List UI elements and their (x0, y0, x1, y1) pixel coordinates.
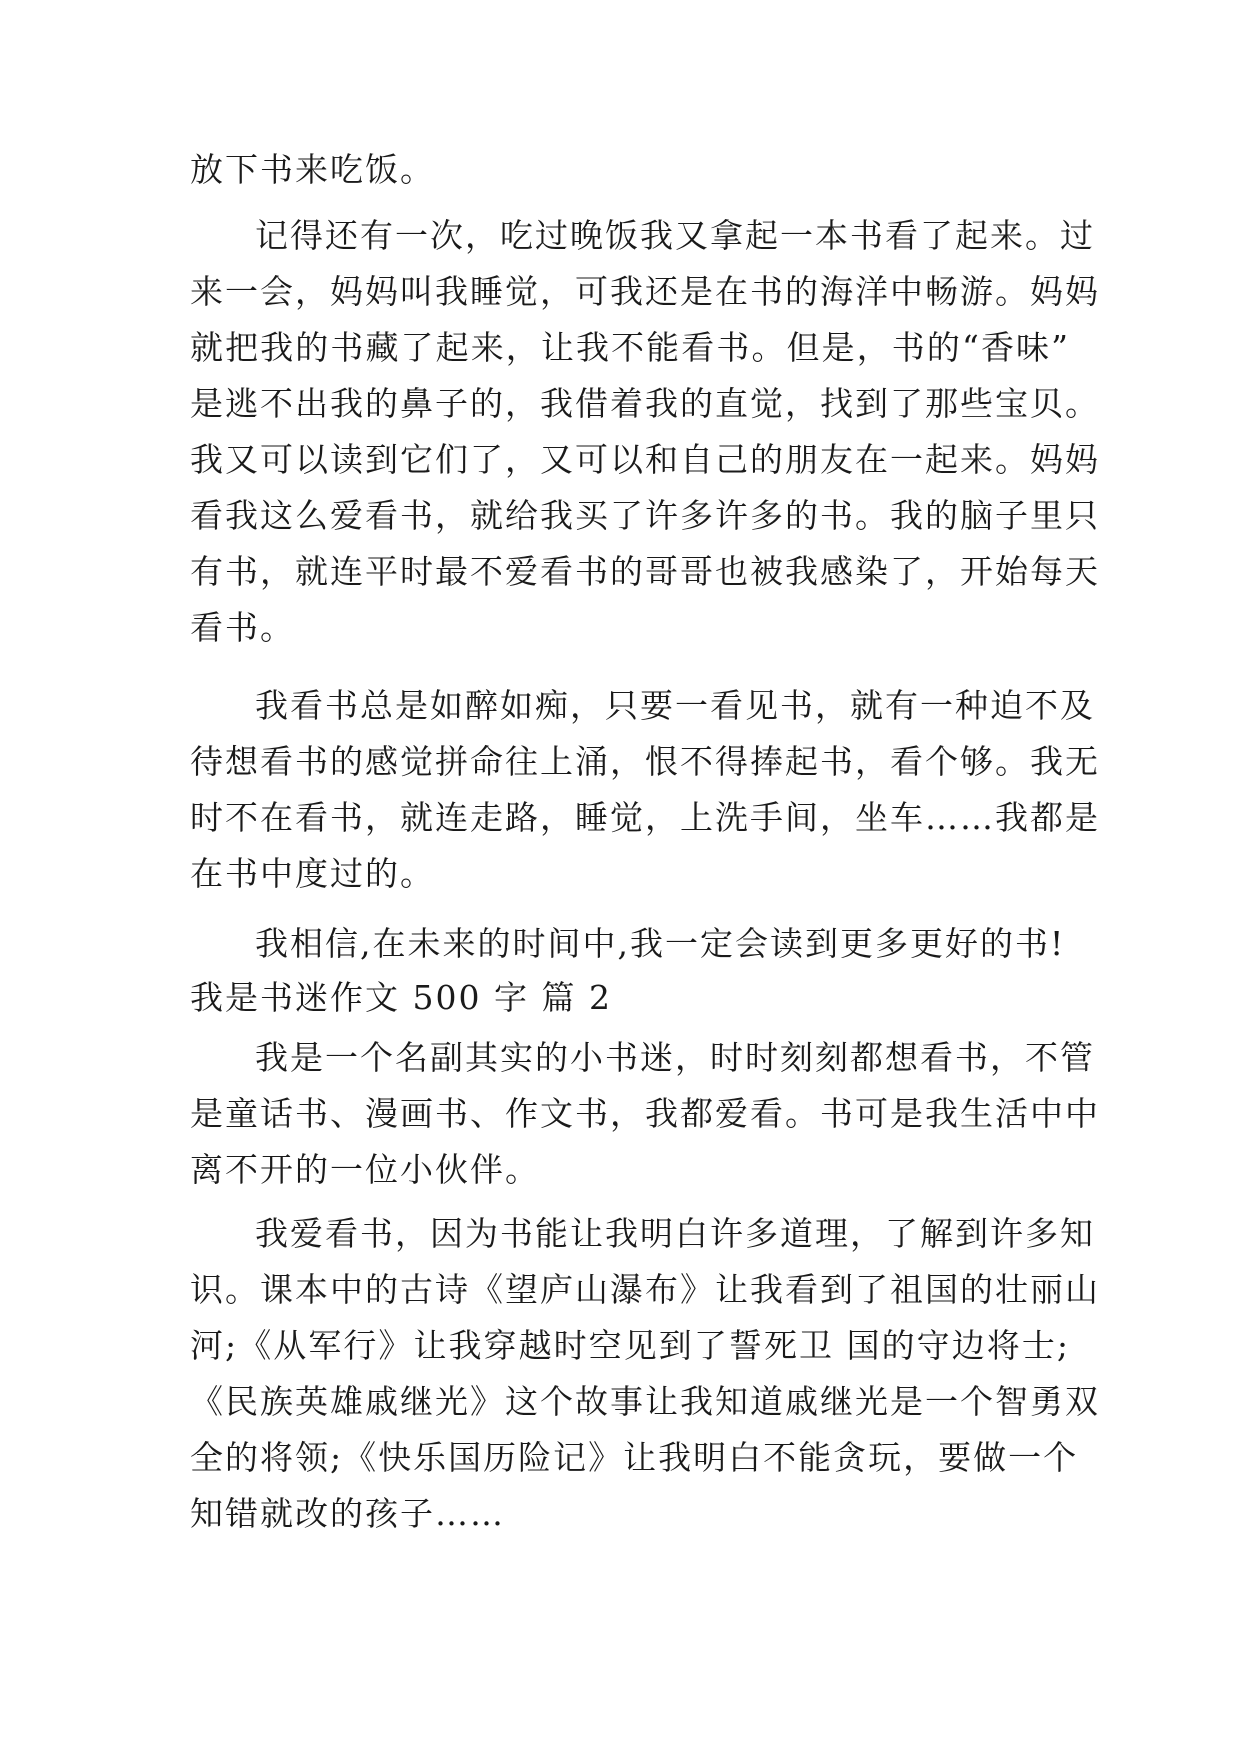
text-line: 知错就改的孩子…… (190, 1494, 505, 1533)
paragraph-first-line: 我相信,在未来的时间中,我一定会读到更多更好的书! (255, 924, 1066, 963)
text-line: 看我这么爱看书，就给我买了许多许多的书。我的脑子里只 (190, 496, 1100, 535)
text-line: 有书，就连平时最不爱看书的哥哥也被我感染了，开始每天 (190, 552, 1100, 591)
text-line: 全的将领;《快乐国历险记》让我明白不能贪玩，要做一个 (190, 1438, 1079, 1477)
text-line: 识。课本中的古诗《望庐山瀑布》让我看到了祖国的壮丽山 (190, 1270, 1100, 1309)
text-line: 是童话书、漫画书、作文书，我都爱看。书可是我生活中中 (190, 1094, 1100, 1133)
text-line: 放下书来吃饭。 (190, 150, 435, 189)
paragraph-first-line: 我爱看书，因为书能让我明白许多道理，了解到许多知 (255, 1214, 1095, 1253)
text-line: 我又可以读到它们了，又可以和自己的朋友在一起来。妈妈 (190, 440, 1100, 479)
paragraph-first-line: 记得还有一次，吃过晚饭我又拿起一本书看了起来。过 (255, 216, 1095, 255)
text-line: 看书。 (190, 608, 295, 647)
text-line: 待想看书的感觉拼命往上涌，恨不得捧起书，看个够。我无 (190, 742, 1100, 781)
paragraph-first-line: 我看书总是如醉如痴，只要一看见书，就有一种迫不及 (255, 686, 1095, 725)
text-line: 时不在看书，就连走路，睡觉，上洗手间，坐车……我都是 (190, 798, 1100, 837)
text-line: 在书中度过的。 (190, 854, 435, 893)
text-line: 是逃不出我的鼻子的，我借着我的直觉，找到了那些宝贝。 (190, 384, 1100, 423)
section-heading: 我是书迷作文 500 字 篇 2 (190, 978, 612, 1017)
text-line: 就把我的书藏了起来，让我不能看书。但是，书的“香味” (190, 328, 1070, 367)
text-line: 河;《从军行》让我穿越时空见到了誓死卫 国的守边将士; (190, 1326, 1070, 1365)
text-line: 来一会，妈妈叫我睡觉，可我还是在书的海洋中畅游。妈妈 (190, 272, 1100, 311)
text-line: 离不开的一位小伙伴。 (190, 1150, 540, 1189)
text-line: 《民族英雄戚继光》这个故事让我知道戚继光是一个智勇双 (190, 1382, 1100, 1421)
paragraph-first-line: 我是一个名副其实的小书迷，时时刻刻都想看书，不管 (255, 1038, 1095, 1077)
